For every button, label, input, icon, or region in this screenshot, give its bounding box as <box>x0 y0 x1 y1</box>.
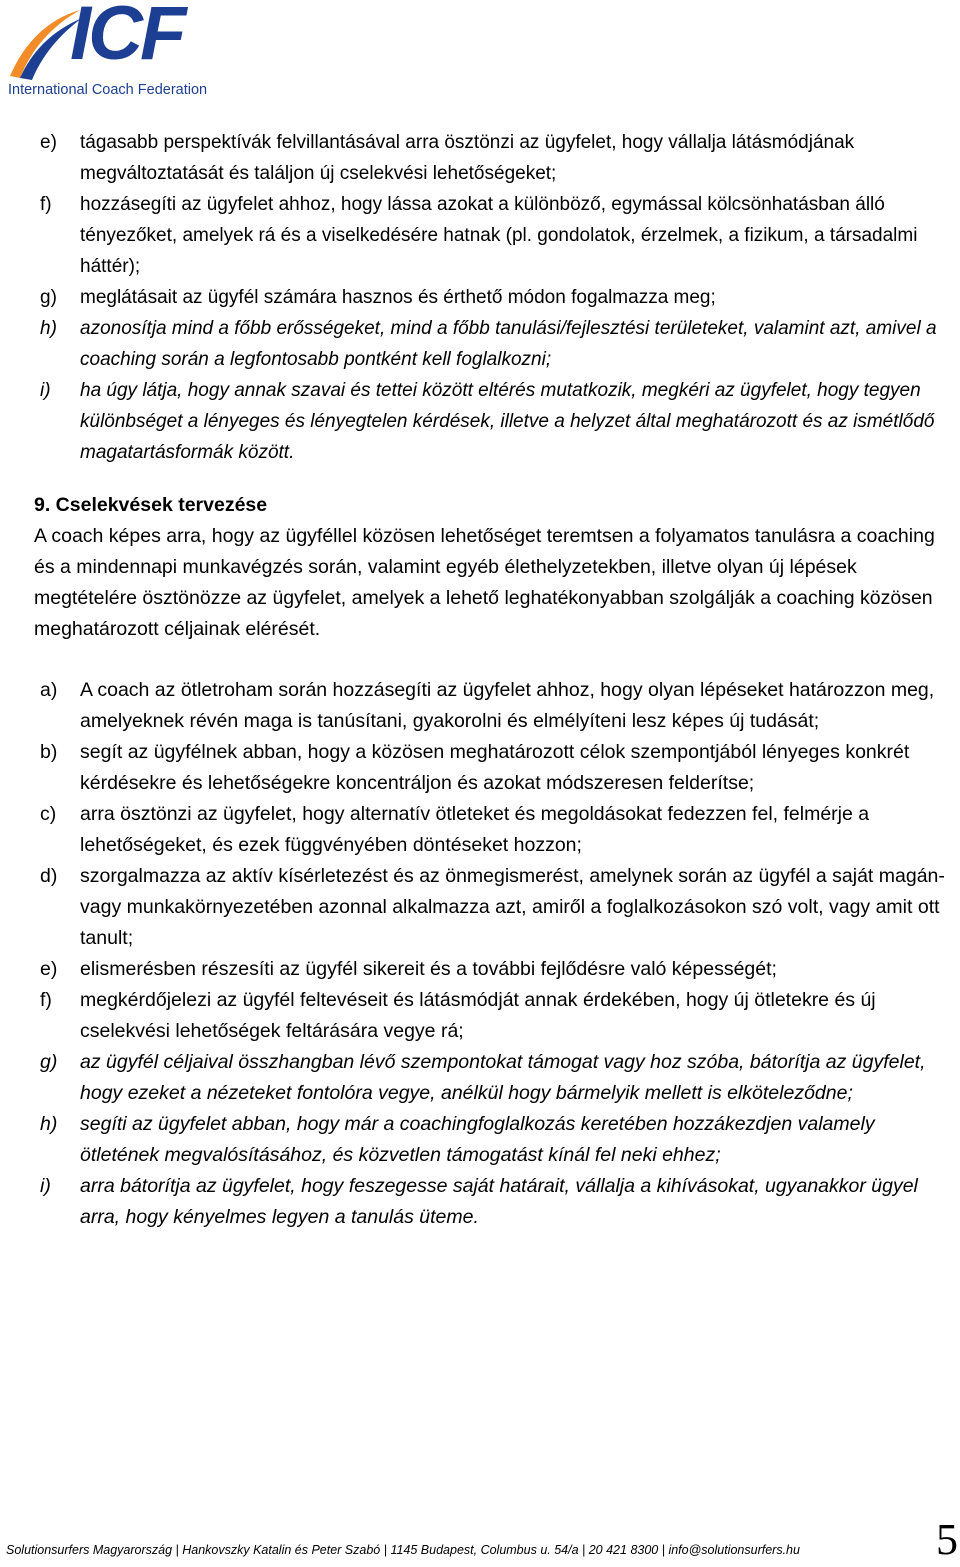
list-item-marker: c) <box>40 803 57 825</box>
list-item-text: elismerésben részesíti az ügyfél sikereit és a további fejlődésre való képességét; <box>80 958 777 980</box>
list-item-text: arra ösztönzi az ügyfelet, hogy alternatív ötleteket és megoldásokat fedezzen fel, felmérje a lehetőségeket, és ezek függvényében döntéseket hozzon; <box>80 803 870 856</box>
document-body <box>34 127 958 1233</box>
list-item <box>34 675 958 737</box>
icf-logo <box>6 0 221 98</box>
logo-subtitle: International Coach Federation <box>8 82 208 98</box>
list-item <box>34 861 958 954</box>
list-item <box>34 985 958 1047</box>
list-item <box>34 282 958 313</box>
list-item-marker: h) <box>40 318 57 339</box>
list-item-text: arra bátorítja az ügyfelet, hogy feszegesse saját határait, vállalja a kihívásokat, ugyanakkor ügyel arra, hogy kényelmes legyen a tanulás üteme. <box>80 1175 918 1228</box>
list-item-marker: g) <box>40 287 57 308</box>
list-item-marker: g) <box>40 1051 58 1073</box>
list-item-text: tágasabb perspektívák felvillantásával arra ösztönzi az ügyfelet, hogy vállalja látásmódjának megváltoztatását és találjon új cselekvési lehetőségeket; <box>80 132 855 184</box>
list-item <box>34 954 958 985</box>
footer-text: Solutionsurfers Magyarország | Hankovszky Katalin és Peter Szabó | 1145 Budapest, Columbus u. 54/a | 20 421 8300 | info@solutionsurfers.hu <box>6 1543 800 1557</box>
list-item <box>34 799 958 861</box>
list-item <box>34 127 958 189</box>
list-item-marker: i) <box>40 380 51 401</box>
logo-wordmark: ICF <box>70 0 184 76</box>
list-item-marker: d) <box>40 865 58 887</box>
list-item-marker: a) <box>40 679 58 701</box>
list-item-marker: e) <box>40 958 58 980</box>
list-item-text: megkérdőjelezi az ügyfél feltevéseit és látásmódját annak érdekében, hogy új ötletekre és új cselekvési lehetőségek feltárására vegye rá; <box>80 989 876 1042</box>
list-item-marker: b) <box>40 741 58 763</box>
list-item <box>34 189 958 282</box>
list-item <box>34 1047 958 1109</box>
list-item-marker: h) <box>40 1113 58 1135</box>
list-item-marker: f) <box>40 989 52 1011</box>
list-item-text: az ügyfél céljaival összhangban lévő szempontokat támogat vagy hoz szóba, bátorítja az ügyfelet, hogy ezeket a nézeteket fontolóra vegye, anélkül hogy bármelyik mellett is elköteleződne; <box>80 1051 926 1104</box>
list-item-text: segíti az ügyfelet abban, hogy már a coachingfoglalkozás keretében hozzákezdjen valamely ötletének megvalósításához, és közvetlen támogatást kínál fel neki ehhez; <box>80 1113 875 1166</box>
list-item-text: segít az ügyfélnek abban, hogy a közösen meghatározott célok szempontjából lényeges konkrét kérdésekre és lehetőségekre koncentráljon és azokat módszeresen felderítse; <box>80 741 910 794</box>
list-item-marker: f) <box>40 194 52 215</box>
list-item-marker: e) <box>40 132 57 153</box>
page-number: 5 <box>936 1515 958 1564</box>
list-item-text: A coach az ötletroham során hozzásegíti az ügyfelet ahhoz, hogy olyan lépéseket határozzon meg, amelyeknek révén maga is tanúsítani, gyakorolni és elmélyíteni lesz képes új tudását; <box>80 679 935 732</box>
section-heading: 9. Cselekvések tervezése <box>34 494 268 516</box>
list-item-text: meglátásait az ügyfél számára hasznos és érthető módon fogalmazza meg; <box>80 287 716 308</box>
list-item-text: hozzásegíti az ügyfelet ahhoz, hogy lássa azokat a különböző, egymással kölcsönhatásban álló tényezőket, amelyek rá és a viselkedésére hatnak (pl. gondolatok, érzelmek, a fizikum, a társadalmi háttér); <box>80 194 918 277</box>
list-item-text: azonosítja mind a főbb erősségeket, mind a főbb tanulási/fejlesztési területeket, valamint azt, amivel a coaching során a legfontosabb pontként kell foglalkozni; <box>80 318 937 370</box>
list-competencies-9 <box>34 675 958 1233</box>
section-intro: A coach képes arra, hogy az ügyféllel közösen lehetőséget teremtsen a folyamatos tanulásra a coaching és a mindennapi munkavégzés során, valamint egyéb élethelyzetekben, illetve olyan új lépések megtételére ösztönözze az ügyfelet, amelyek a lehető leghatékonyabban szolgálják a coaching közösen meghatározott céljainak elérését. <box>34 525 935 640</box>
list-item <box>34 313 958 375</box>
list-item <box>34 1109 958 1171</box>
list-item-marker: i) <box>40 1175 51 1197</box>
list-item <box>34 737 958 799</box>
list-competencies-8 <box>34 127 958 468</box>
list-item-text: szorgalmazza az aktív kísérletezést és az önmegismerést, amelynek során az ügyfél a saját magán- vagy munkakörnyezetében azonnal alkalmazza azt, amiről a foglalkozásokon szó volt, vagy amit ott tanult; <box>80 865 945 949</box>
list-item <box>34 1171 958 1233</box>
list-item <box>34 375 958 468</box>
list-item-text: ha úgy látja, hogy annak szavai és tettei között eltérés mutatkozik, megkéri az ügyfelet, hogy tegyen különbséget a lényeges és lényegtelen kérdések, illetve a helyzet által meghatározott és az ismétlődő magatartásformák között. <box>80 380 935 463</box>
